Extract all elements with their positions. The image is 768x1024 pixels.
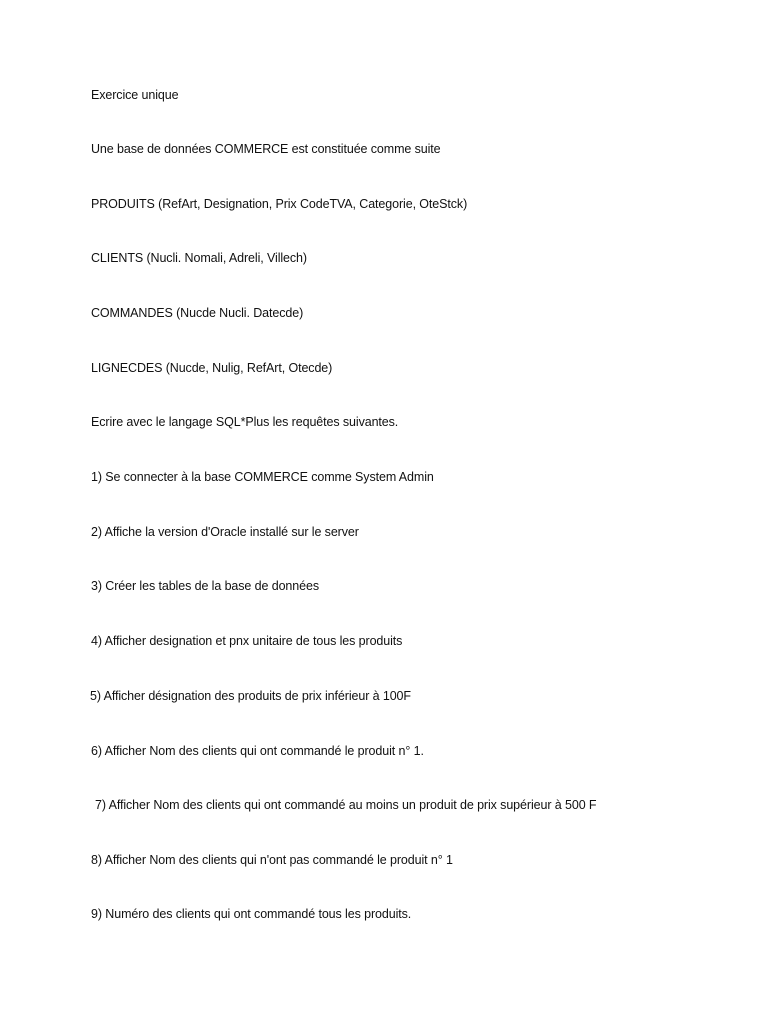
schema-produits: PRODUITS (RefArt, Designation, Prix CodeTVA, Categorie, OteStck): [91, 197, 468, 211]
question-9: 9) Numéro des clients qui ont commandé tous les produits.: [91, 907, 412, 921]
intro-text: Une base de données COMMERCE est constituée comme suite: [91, 142, 441, 156]
question-8: 8) Afficher Nom des clients qui n'ont pas commandé le produit n° 1: [91, 853, 453, 867]
instruction-text: Ecrire avec le langage SQL*Plus les requêtes suivantes.: [91, 415, 399, 429]
schema-commandes: COMMANDES (Nucde Nucli. Datecde): [91, 306, 304, 320]
question-6: 6) Afficher Nom des clients qui ont commandé le produit n° 1.: [91, 744, 424, 758]
question-3: 3) Créer les tables de la base de données: [91, 579, 319, 593]
schema-lignecdes: LIGNECDES (Nucde, Nulig, RefArt, Otecde): [91, 361, 333, 375]
question-1: 1) Se connecter à la base COMMERCE comme System Admin: [91, 470, 434, 484]
schema-clients: CLIENTS (Nucli. Nomali, Adreli, Villech): [91, 251, 307, 265]
question-2: 2) Affiche la version d'Oracle installé sur le server: [91, 525, 359, 539]
question-5: 5) Afficher désignation des produits de prix inférieur à 100F: [90, 689, 411, 703]
document-title: Exercice unique: [91, 88, 179, 102]
question-7: 7) Afficher Nom des clients qui ont commandé au moins un produit de prix supérieur à 500 F: [95, 798, 597, 812]
question-4: 4) Afficher designation et pnx unitaire de tous les produits: [91, 634, 403, 648]
